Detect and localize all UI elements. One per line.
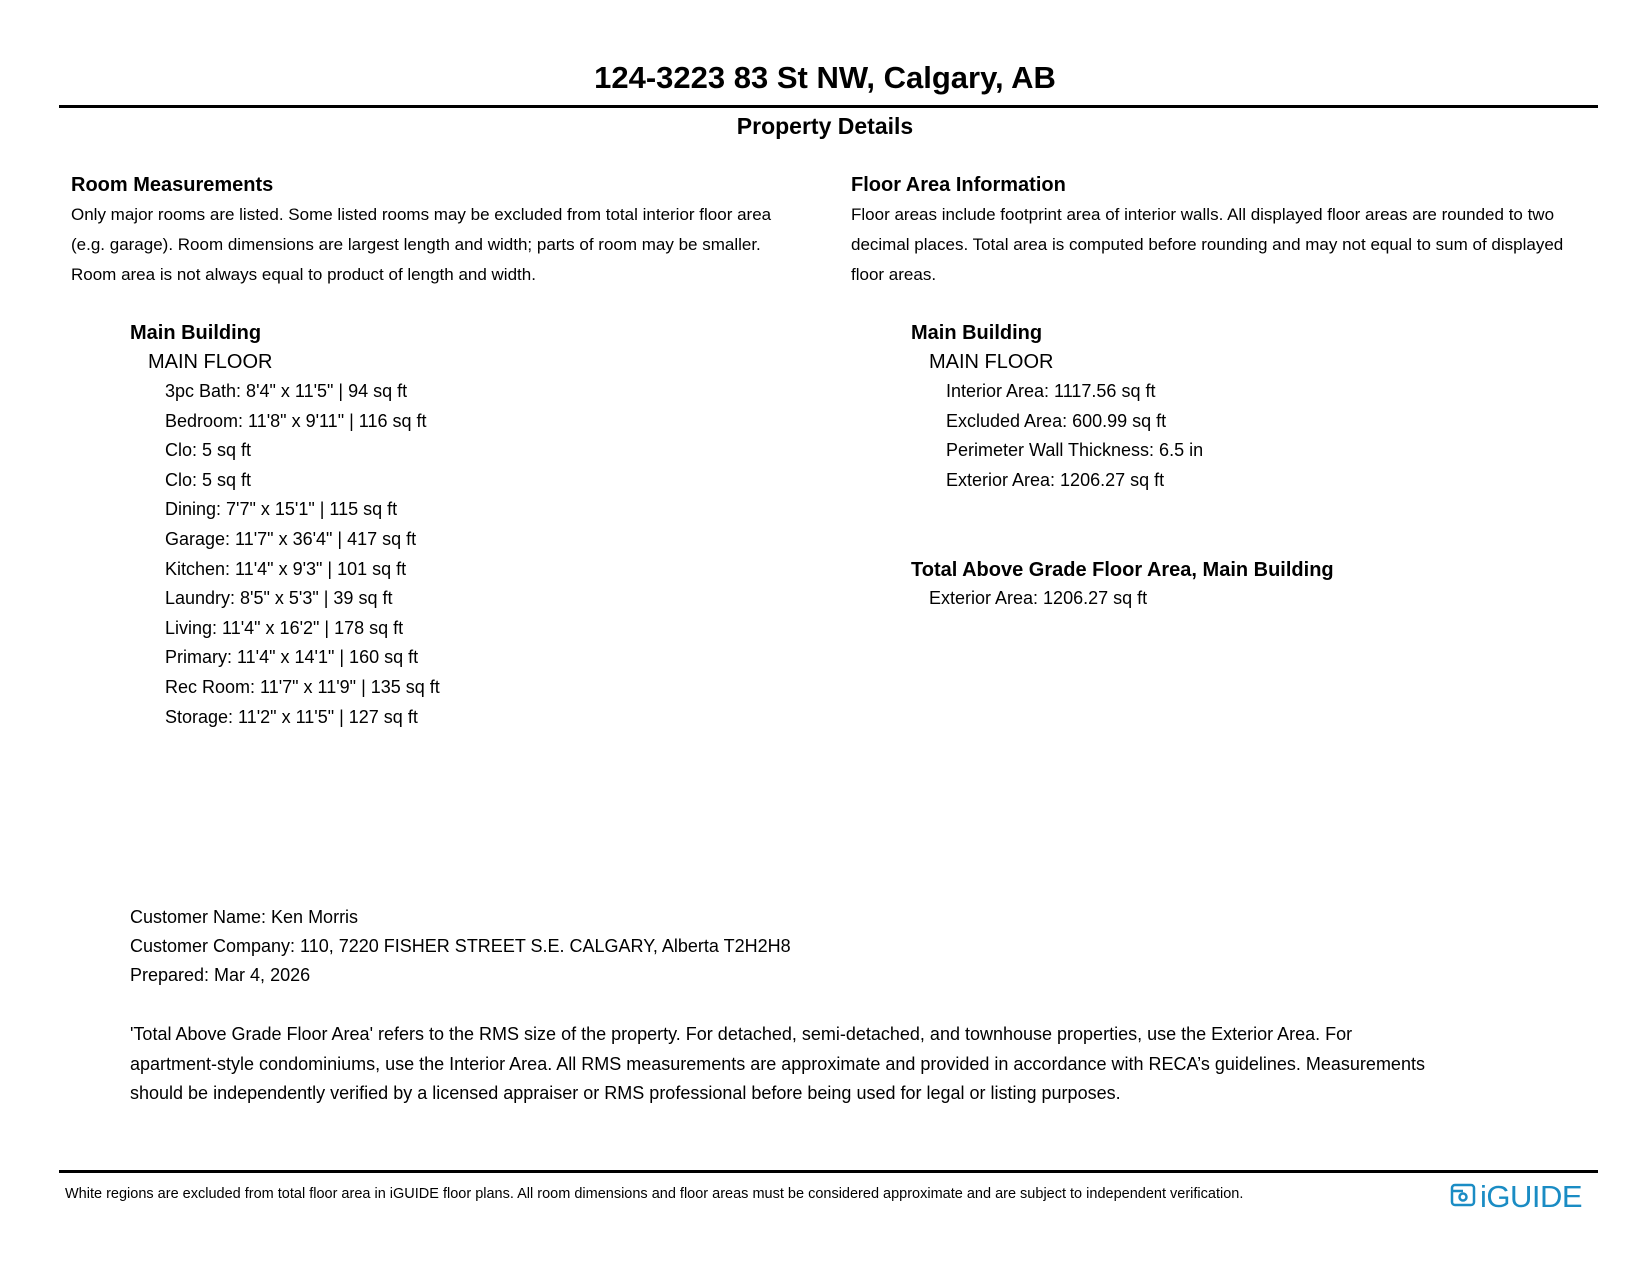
room-list-block (130, 320, 440, 732)
page-subtitle: Property Details (736, 113, 914, 139)
disclaimer-line: should be independently verified by a licensed appraiser or RMS professional before being used for legal or listing purposes. (130, 1083, 1121, 1103)
iguide-logo (1450, 1180, 1582, 1214)
page-title: 124-3223 83 St NW, Calgary, AB (594, 60, 1056, 95)
room-item: Living: 11'4" x 16'2" | 178 sq ft (165, 617, 404, 638)
room-item: Laundry: 8'5" x 5'3" | 39 sq ft (165, 588, 393, 609)
room-item: Clo: 5 sq ft (165, 440, 252, 461)
floor-area-section (851, 172, 1563, 290)
floor-area-list (946, 377, 1203, 495)
note-line: floor areas. (851, 265, 937, 284)
room-item: 3pc Bath: 8'4" x 11'5" | 94 sq ft (165, 381, 408, 401)
disclaimer-line: apartment-style condominiums, use the Interior Area. All RMS measurements are approximate and provided in accordance with RECA’s guidelines. Measurements (130, 1053, 1425, 1074)
footer-divider (59, 1170, 1598, 1173)
room-list (165, 377, 440, 732)
note-line: Only major rooms are listed. Some listed rooms may be excluded from total interior floor area (71, 205, 772, 224)
room-item: Storage: 11'2" x 11'5" | 127 sq ft (165, 706, 418, 727)
iguide-logo-text: iGUIDE (1480, 1179, 1583, 1214)
floor-area-note (851, 200, 1563, 290)
room-item: Kitchen: 11'4" x 9'3" | 101 sq ft (165, 558, 407, 579)
customer-name: Customer Name: Ken Morris (130, 907, 359, 927)
customer-info (130, 903, 791, 990)
total-area-heading: Total Above Grade Floor Area, Main Building (911, 559, 1334, 581)
note-line: Floor areas include footprint area of interior walls. All displayed floor areas are rounded to two (851, 205, 1555, 224)
room-item: Bedroom: 11'8" x 9'11" | 116 sq ft (165, 410, 427, 431)
header-divider (59, 105, 1598, 108)
disclaimer-line: 'Total Above Grade Floor Area' refers to the RMS size of the property. For detached, semi-detached, and townhouse properties, use the Exterior Area. For (130, 1024, 1353, 1044)
room-floor-name: MAIN FLOOR (148, 351, 273, 373)
note-line: (e.g. garage). Room dimensions are largest length and width; parts of room may be smaller. (71, 235, 761, 254)
total-area-block (911, 557, 1334, 611)
area-building-name: Main Building (911, 322, 1043, 344)
customer-company: Customer Company: 110, 7220 FISHER STREET S.E. CALGARY, Alberta T2H2H8 (130, 936, 791, 956)
room-measurements-section (71, 172, 771, 290)
floor-area-block (911, 320, 1203, 495)
area-item: Interior Area: 1117.56 sq ft (946, 381, 1156, 401)
prepared-date: Prepared: Mar 4, 2026 (130, 965, 311, 985)
area-item: Perimeter Wall Thickness: 6.5 in (946, 440, 1204, 461)
room-item: Dining: 7'7" x 15'1" | 115 sq ft (165, 499, 398, 520)
room-item: Clo: 5 sq ft (165, 469, 252, 490)
area-floor-name: MAIN FLOOR (929, 351, 1054, 373)
total-area-value: Exterior Area: 1206.27 sq ft (929, 588, 1148, 608)
rms-disclaimer (130, 1020, 1425, 1109)
area-item: Excluded Area: 600.99 sq ft (946, 410, 1167, 431)
room-building-name: Main Building (130, 322, 262, 344)
iguide-logo-icon (1450, 1182, 1476, 1213)
room-item: Garage: 11'7" x 36'4" | 417 sq ft (165, 528, 417, 549)
room-measurements-heading: Room Measurements (71, 174, 274, 196)
floor-area-heading: Floor Area Information (851, 174, 1066, 196)
room-measurements-note (71, 200, 771, 290)
note-line: Room area is not always equal to product of length and width. (71, 265, 536, 284)
note-line: decimal places. Total area is computed before rounding and may not equal to sum of displayed (851, 235, 1564, 254)
footer-note: White regions are excluded from total floor area in iGUIDE floor plans. All room dimensions and floor areas must be considered approximate and are subject to independent verification. (65, 1186, 1244, 1202)
room-item: Primary: 11'4" x 14'1" | 160 sq ft (165, 647, 419, 668)
room-item: Rec Room: 11'7" x 11'9" | 135 sq ft (165, 676, 440, 697)
area-item: Exterior Area: 1206.27 sq ft (946, 469, 1165, 490)
